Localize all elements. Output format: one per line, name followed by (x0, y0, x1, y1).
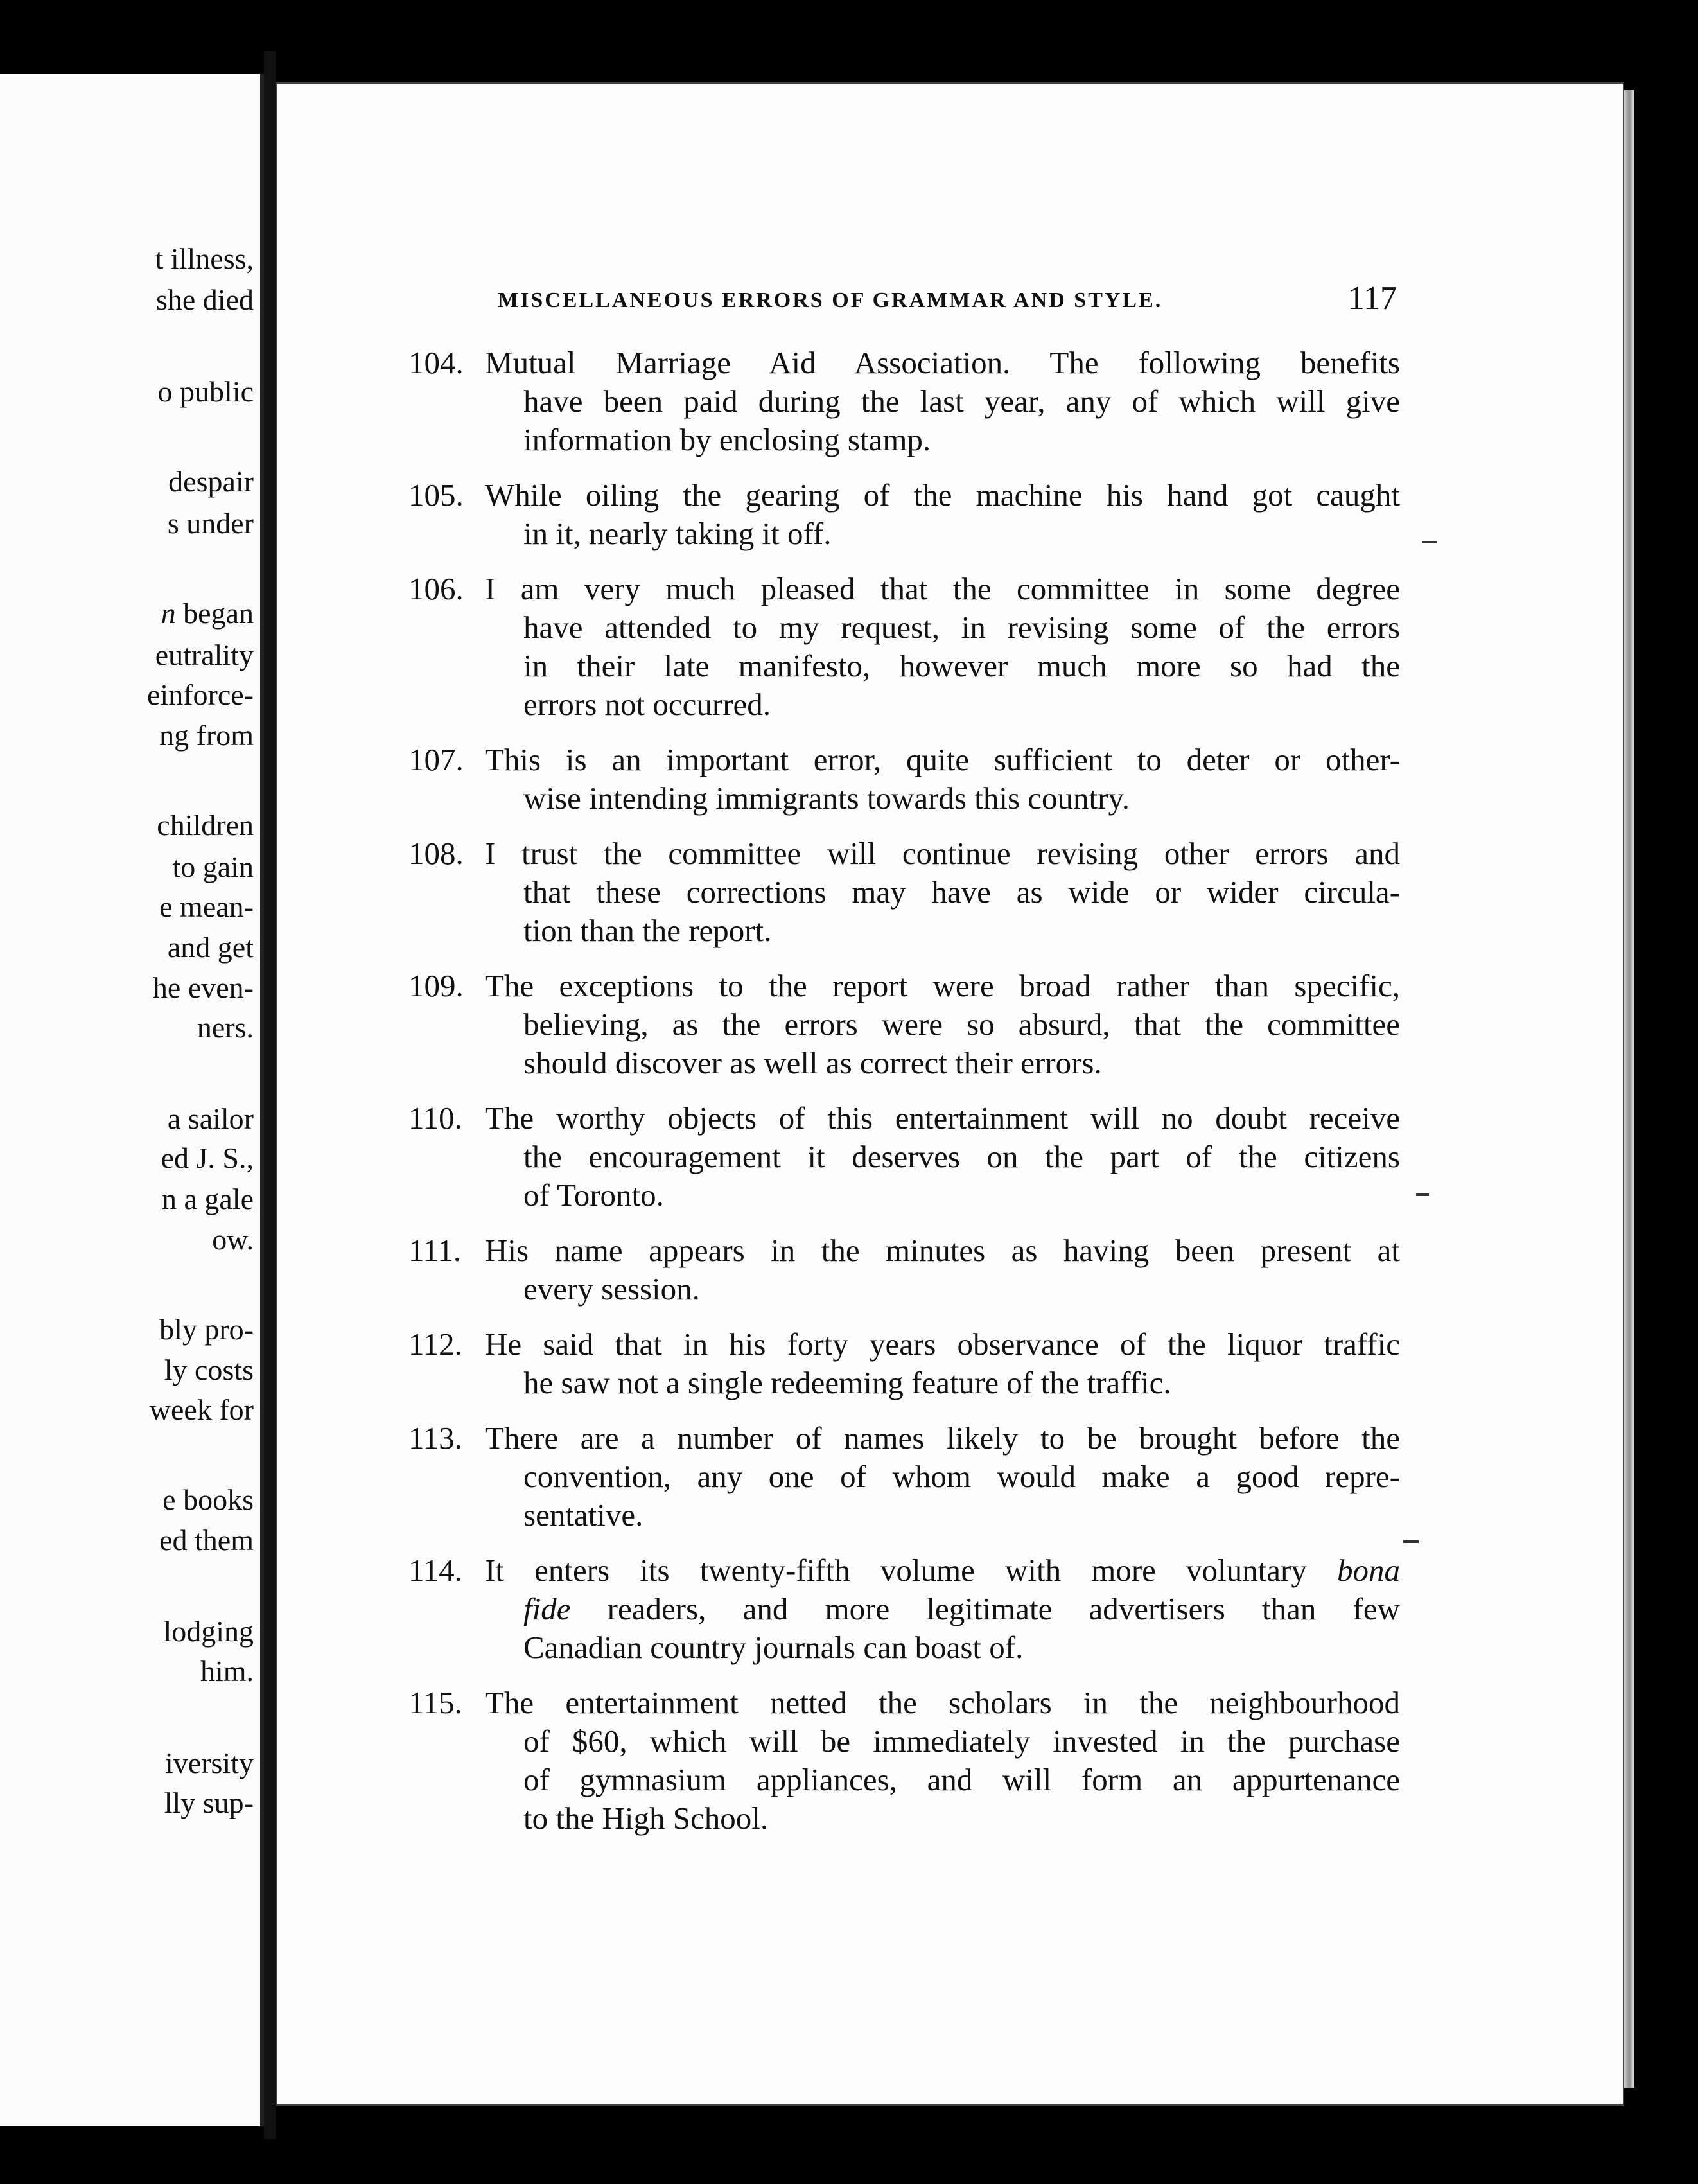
page-header (498, 279, 1397, 324)
entry-number: 115. (408, 1685, 462, 1720)
left-page-line: and get (167, 931, 254, 964)
page-number: 117 (1347, 280, 1397, 317)
left-page-line: iversity (165, 1747, 254, 1779)
entry-item (398, 570, 1400, 724)
left-page-line: ly costs (164, 1353, 254, 1386)
entry-number: 114. (408, 1553, 462, 1588)
entry-line: in it, nearly taking it off. (523, 516, 832, 551)
entry-line: There are a number of names likely to be brought before the (485, 1420, 1400, 1456)
left-page-line: week for (149, 1393, 254, 1426)
entry-line: The worthy objects of this entertainment will no doubt receive (485, 1100, 1400, 1136)
entry-line: every session. (523, 1271, 700, 1307)
entry-item (398, 1099, 1400, 1215)
entry-line: tion than the report. (523, 913, 772, 948)
entry-number: 108. (408, 836, 464, 871)
entry-item (398, 1551, 1400, 1667)
left-page-line: a sailor (167, 1102, 254, 1135)
entry-line: believing, as the errors were so absurd, that the committee (523, 1007, 1400, 1042)
entry-line: to the High School. (523, 1801, 769, 1836)
left-page-line: n began (161, 597, 254, 630)
book-gutter (264, 51, 276, 2139)
left-page-line: einforce- (147, 678, 254, 711)
entry-line: While oiling the gearing of the machine his hand got caught (485, 477, 1400, 513)
entry-line: Mutual Marriage Aid Association. The following benefits (485, 345, 1400, 380)
left-page-line: lodging (163, 1615, 254, 1648)
entry-line: I am very much pleased that the committee in some degree (485, 571, 1400, 606)
entry-line: He said that in his forty years observance of the liquor traffic (485, 1326, 1400, 1362)
entry-line: of $60, which will be immediately invested in the purchase (523, 1723, 1400, 1759)
left-page-line: ed them (159, 1524, 254, 1556)
entry-line: This is an important error, quite sufficient to deter or other- (485, 742, 1400, 777)
margin-mark (1403, 1540, 1419, 1543)
entry-line: he saw not a single redeeming feature of the traffic. (523, 1365, 1171, 1400)
running-head: MISCELLANEOUS ERRORS OF GRAMMAR AND STYLE. (498, 288, 1163, 312)
left-page-line: e mean- (159, 890, 254, 923)
left-page-line: she died (155, 283, 254, 316)
entry-item (398, 1684, 1400, 1838)
left-page-line: t illness, (155, 242, 254, 275)
entry-item (398, 967, 1400, 1082)
entry-line: in their late manifesto, however much more so had the (523, 648, 1400, 683)
entry-line: should discover as well as correct their errors. (523, 1045, 1102, 1080)
entry-line: convention, any one of whom would make a good repre- (523, 1459, 1400, 1494)
entry-line: of gymnasium appliances, and will form an appurtenance (523, 1762, 1400, 1797)
entry-line: errors not occurred. (523, 687, 771, 722)
entry-item (398, 834, 1400, 950)
entry-line: sentative. (523, 1497, 643, 1533)
entry-line: It enters its twenty-fifth volume with more voluntary bona (485, 1553, 1400, 1588)
entry-item (398, 1325, 1400, 1402)
entry-number: 107. (408, 742, 464, 777)
entry-item (398, 741, 1400, 818)
entry-line: The exceptions to the report were broad rather than specific, (485, 968, 1400, 1003)
margin-mark (1416, 1193, 1429, 1196)
left-page-line: o public (157, 375, 254, 408)
left-page-line: him. (200, 1655, 254, 1687)
entry-line: wise intending immigrants towards this country. (523, 780, 1130, 816)
entry-item (398, 344, 1400, 459)
entry-number: 106. (408, 571, 464, 606)
left-page-line: children (157, 809, 254, 841)
entry-line: information by enclosing stamp. (523, 422, 931, 457)
left-page-line: ed J. S., (161, 1141, 254, 1174)
left-page-line: bly pro- (159, 1313, 254, 1346)
left-page-line: despair (168, 465, 254, 498)
entry-line: have attended to my request, in revising some of the errors (523, 610, 1400, 645)
left-page-line: s under (167, 507, 254, 540)
page-edge (1624, 90, 1634, 2088)
entry-line: of Toronto. (523, 1177, 664, 1213)
left-page-line: ow. (212, 1223, 254, 1256)
entry-line: fide readers, and more legitimate advertisers than few (523, 1591, 1400, 1626)
entry-line: that these corrections may have as wide or wider circula- (523, 874, 1400, 910)
left-page-line: to gain (172, 850, 254, 883)
entry-number: 104. (408, 345, 464, 380)
left-page-line: ners. (197, 1011, 254, 1044)
entry-number: 112. (408, 1326, 462, 1362)
entry-number: 111. (408, 1233, 462, 1268)
left-page-line: ng from (159, 719, 254, 752)
left-page-line: eutrality (155, 638, 254, 671)
entry-item (398, 1419, 1400, 1535)
entry-number: 110. (408, 1100, 462, 1136)
entry-line: the encouragement it deserves on the part of the citizens (523, 1139, 1400, 1174)
entry-number: 113. (408, 1420, 462, 1456)
entry-item (398, 476, 1400, 553)
entry-number: 105. (408, 477, 464, 513)
entry-list (398, 344, 1400, 1854)
entry-number: 109. (408, 968, 464, 1003)
margin-mark (1422, 541, 1437, 543)
entry-line: Canadian country journals can boast of. (523, 1630, 1024, 1665)
entry-item (398, 1231, 1400, 1308)
left-page-line: lly sup- (164, 1786, 254, 1819)
entry-line: I trust the committee will continue revising other errors and (485, 836, 1400, 871)
entry-line: The entertainment netted the scholars in the neighbourhood (485, 1685, 1400, 1720)
left-page-line: he even- (152, 971, 254, 1004)
facing-page-left (0, 74, 264, 2126)
entry-line: His name appears in the minutes as having been present at (485, 1233, 1400, 1268)
left-page-line: e books (162, 1483, 254, 1516)
entry-line: have been paid during the last year, any of which will give (523, 383, 1400, 419)
left-page-line: n a gale (161, 1183, 254, 1215)
